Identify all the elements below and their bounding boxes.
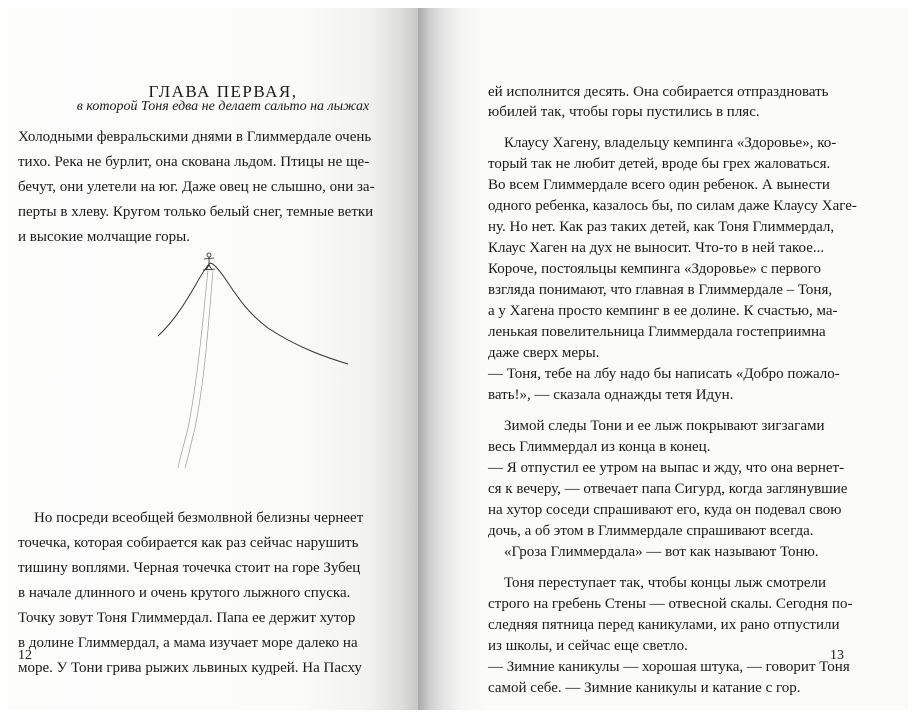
chapter-title: ГЛАВА ПЕРВАЯ, — [148, 82, 298, 101]
text-line: перты в хлеву. Кругом только белый снег, темные ветки — [18, 204, 374, 220]
skier-figure-icon — [203, 253, 215, 270]
text-line: Но посреди всеобщей безмолвной белизны чернеет — [34, 510, 364, 526]
text-line: и высокие молчащие горы. — [18, 229, 190, 245]
page-number: 13 — [830, 648, 844, 663]
text-line: даже сверх меры. — [488, 345, 600, 361]
text-line: Зимой следы Тони и ее лыж покрывают зигзагами — [504, 418, 825, 434]
chapter-subtitle: в которой Тоня едва не делает сальто на лыжах — [76, 99, 370, 114]
text-line: ся к вечеру, — отвечает папа Сигурд, когда заглянувшие — [488, 481, 848, 497]
text-line: весь Глиммердал из конца в конец. — [488, 439, 711, 455]
page-number: 12 — [18, 648, 32, 663]
text-line: Клаус Хаген на дух не выносит. Что-то в ней такое... — [488, 240, 825, 256]
text-line: в долине Глиммердал, а мама изучает море далеко на — [18, 635, 358, 651]
text-line: Точку зовут Тоня Глиммердал. Папа ее держит хутор — [18, 610, 356, 626]
right-page — [418, 8, 908, 710]
text-line: тихо. Река не бурлит, она скована льдом. Птицы не ще- — [18, 154, 370, 170]
text-line: — Тоня, тебе на лбу надо бы написать «Добро пожало- — [488, 366, 840, 382]
text-line: ну. Но нет. Как раз таких детей, как Тоня Глиммердал, — [488, 219, 835, 235]
mountain-ski-illustration — [158, 248, 428, 478]
book-spread — [8, 8, 908, 710]
text-line: Клаусу Хагену, владельцу кемпинга «Здоровье», ко- — [504, 135, 837, 151]
text-line: в начале длинного и очень крутого лыжного спуска. — [18, 585, 351, 601]
text-line: из школы, и сейчас еще светло. — [488, 638, 688, 654]
text-line: юбилей так, чтобы горы пустились в пляс. — [488, 104, 760, 120]
text-line: Тоня переступает так, чтобы концы лыж смотрели — [504, 575, 827, 591]
text-line: бечут, они улетели на юг. Даже овец не слышно, они за- — [18, 179, 375, 195]
text-line: Во всем Глиммердале всего один ребенок. А вынести — [488, 177, 830, 193]
text-line: Короче, постояльцы кемпинга «Здоровье» с первого — [488, 261, 821, 277]
text-line: на хутор соседи спрашивают его, куда он подевал свою — [488, 502, 842, 518]
text-line: а у Хагена просто кемпинг в ее долине. К счастью, ма- — [488, 303, 838, 319]
text-line: взгляда понимают, что главная в Глиммердале – Тоня, — [488, 282, 833, 298]
text-line: торый так не любит детей, вроде бы грех жаловаться. — [488, 156, 831, 172]
text-line: «Гроза Глиммердала» — вот как называют Тоню. — [504, 544, 819, 560]
text-line: вать!», — сказала однажды тетя Идун. — [488, 387, 734, 403]
text-line: — Зимние каникулы — хорошая штука, — говорит Тоня — [488, 659, 850, 675]
text-line: Холодными февральскими днями в Глиммердале очень — [18, 129, 372, 145]
text-line: точечка, которая собирается как раз сейчас нарушить — [18, 535, 359, 551]
text-line: следняя пятница перед каникулами, их рано отпустили — [488, 617, 840, 633]
text-line: самой себе. — Зимние каникулы и катание с гор. — [488, 680, 801, 696]
text-line: дочь, а об этом в Глиммердале спрашивают всегда. — [488, 523, 814, 539]
text-line: одного ребенка, казалось бы, по силам даже Клаусу Хаге- — [488, 198, 857, 214]
text-line: — Я отпустил ее утром на выпас и жду, что она вернет- — [488, 460, 845, 476]
text-line: море. У Тони грива рыжих львиных кудрей. На Пасху — [18, 660, 362, 676]
text-line: ленькая повелительница Глиммердала гостеприимна — [488, 324, 826, 340]
text-line: тишину воплями. Черная точечка стоит на горе Зубец — [18, 560, 361, 576]
text-line: ей исполнится десять. Она собирается отпраздновать — [488, 84, 829, 100]
text-line: строго на гребень Стены — отвесной скалы. Сегодня по- — [488, 596, 853, 612]
left-page — [8, 8, 418, 710]
